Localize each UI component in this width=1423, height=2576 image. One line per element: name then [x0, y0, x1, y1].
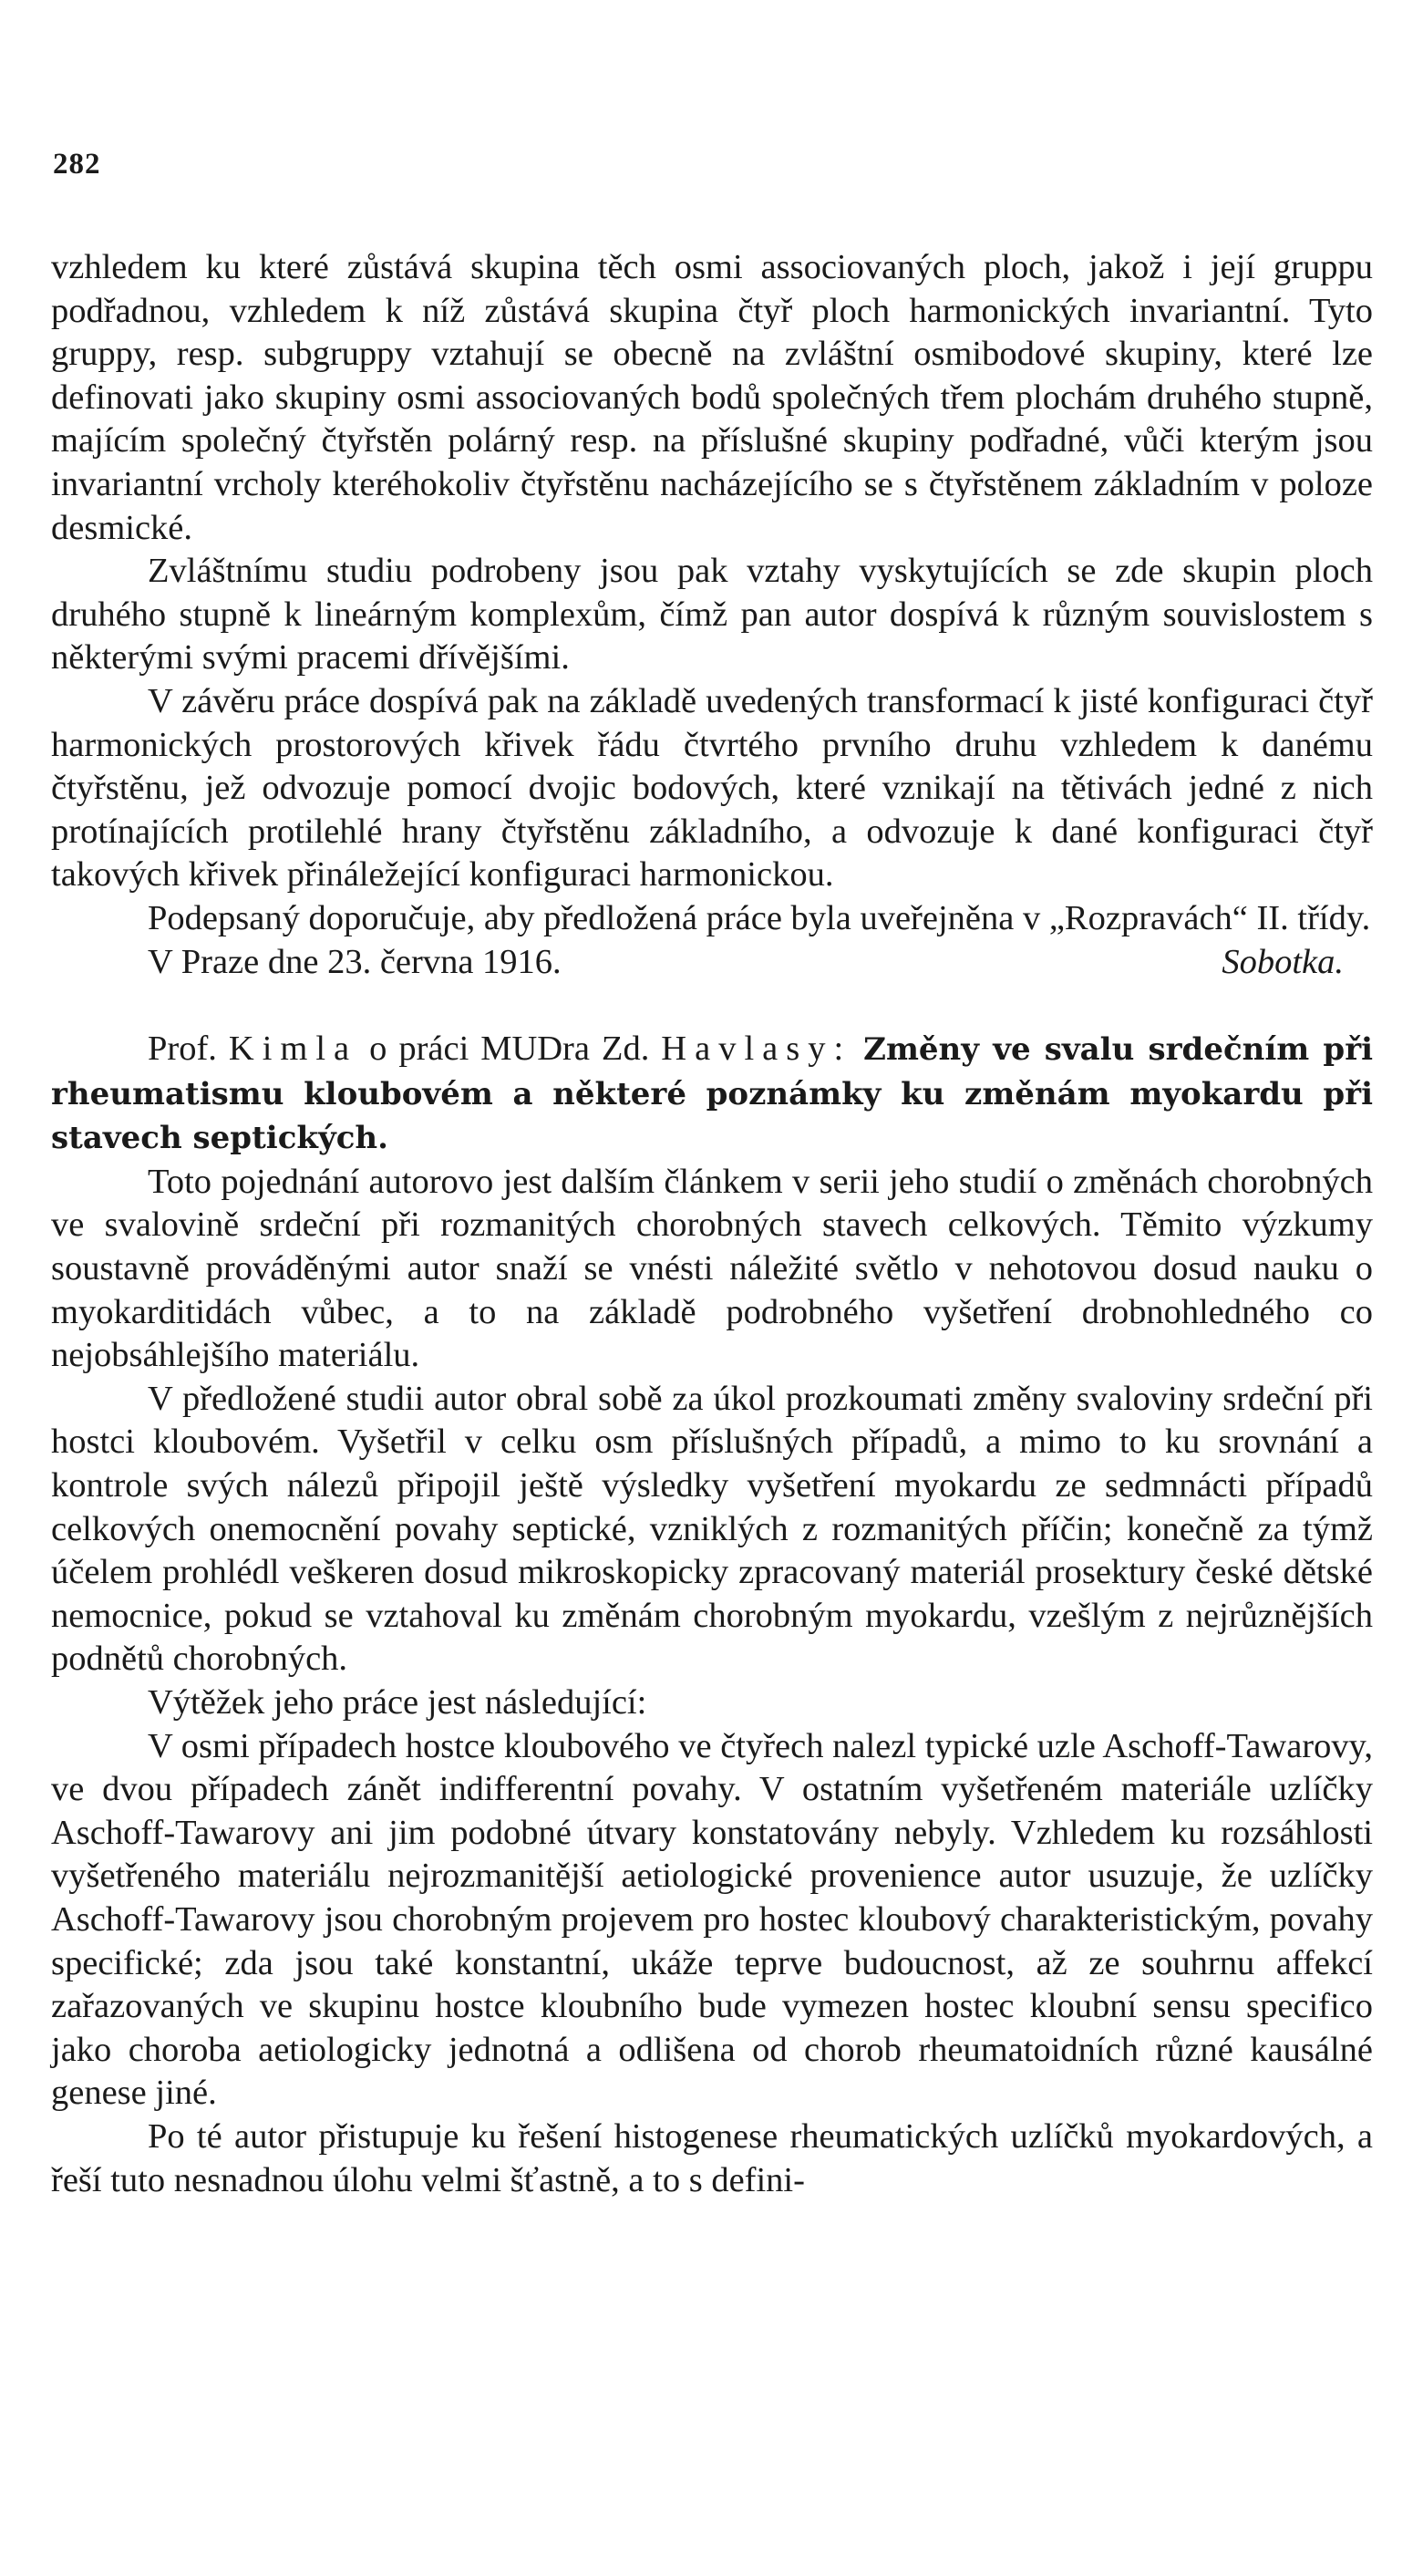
paragraph: Toto pojednání autorovo jest dalším článkem v serii jeho studií o změnách chorobných ve svalovině srdeční při rozmanitých chorobných stavech celkových. Těmito výzkumy soustavně prováděnými autor snaží se vnésti náležité světlo v nehotovou dosud nauku o myokarditidách vůbec, a to na základě podrobného vyšetření drobnohledného co nejobsáhlejšího materiálu.: [51, 1162, 1373, 1375]
paragraph: Výtěžek jeho práce jest následující:: [148, 1683, 647, 1722]
paragraph: Po té autor přistupuje ku řešení histogenese rheumatických uzlíčků myokardových, a řeší tuto nesnadnou úlohu velmi šťastně, a to s defini-: [51, 2116, 1373, 2199]
signature-line: [51, 941, 1373, 985]
report-title: Změny ve svalu srdečním při rheumatismu kloubovém a některé poznámky ku změnám myokardu při stavech septických.: [51, 1031, 1374, 1157]
report-subject: Havlasy:: [661, 1029, 852, 1069]
paragraph-continuation: vzhledem ku které zůstává skupina těch osmi associovaných ploch, jakož i její gruppu podřadnou, vzhledem k níž zůstává skupina čtyř ploch harmonických invariantní. Tyto gruppy, resp. subgruppy vztahují se obecně na zvláštní osmibodové skupiny, které lze definovati jako skupiny osmi associovaných bodů společných třem plochám druhého stupně, majícím společný čtyřstěn polárný resp. na příslušné skupiny podřadné, vůči kterým jsou invariantní vrcholy kteréhokoliv čtyřstěnu nacházejícího se s čtyřstěnem základním v poloze desmické.: [51, 248, 1373, 547]
paragraph: V předložené studii autor obral sobě za úkol prozkoumati změny svaloviny srdeční při hostci kloubovém. Vyšetřil v celku osm příslušných případů, a mimo to ku srovnání a kontrole svých nálezů připojil ještě výsledky vyšetření myokardu ze sedmnácti případů celkových onemocnění povahy septické, vzniklých z rozmanitých příčin; konečně za týmž účelem prohlédl veškeren dosud mikroskopicky zpracovaný materiál prosektury české dětské nemocnice, pokud se vztahoval ku změnám chorobným myokardu, vzešlým z nejrůznějších podnětů chorobných.: [51, 1379, 1373, 1679]
signature: Sobotka.: [1222, 942, 1344, 981]
recommendation-paragraph: Podepsaný doporučuje, aby předložená práce byla uveřejněna v „Rozpravách“ II. třídy.: [148, 898, 1371, 937]
paragraph: V osmi případech hostce kloubového ve čtyřech nalezl typické uzle Aschoff-Tawarovy, ve dvou případech zánět indifferentní povahy. V ostatním vyšetřeném materiále uzlíčky Aschoff-Tawarovy ani jim podobné útvary konstatovány nebyly. Vzhledem ku rozsáhlosti vyšetřeného materiálu nejrozmanitější aetiologické provenience autor usuzuje, že uzlíčky Aschoff-Tawarovy jsou chorobným projevem pro hostec kloubový charakteristickým, povahy specifické; zda jsou také konstantní, ukáže teprve budoucnost, až ze souhrnu affekcí zařazovaných ve skupinu hostce kloubního bude vymezen hostec kloubní sensu specifico jako choroba aetiologicky jednotná a odlišena od chorob rheumatoidních různé kausálné genese jiné.: [51, 1726, 1373, 2113]
paragraph: Zvláštnímu studiu podrobeny jsou pak vztahy vyskytujících se zde skupin ploch druhého stupně k lineárným komplexům, čímž pan autor dospívá k různým souvislostem s některými svými pracemi dřívějšími.: [51, 552, 1373, 678]
body-text: [51, 246, 1373, 2202]
report-middle: o práci MUDra Zd.: [369, 1029, 650, 1069]
report-heading: [51, 1028, 1373, 1161]
page-number: 282: [53, 148, 101, 181]
section-gap: [51, 984, 1373, 1028]
date-line: V Praze dne 23. června 1916.: [148, 942, 562, 981]
paragraph: V závěru práce dospívá pak na základě uvedených transformací k jisté konfiguraci čtyř harmonických prostorových křivek řádu čtvrtého prvního druhu vzhledem k danému čtyřstěnu, jež odvozuje pomocí dvojic bodových, které vznikají na tětivách jedné z nich protínajících protilehlé hrany čtyřstěnu základního, a odvozuje k dané konfiguraci čtyř takových křivek přináležející konfiguraci harmonickou.: [51, 681, 1373, 895]
report-author: Kimla: [228, 1029, 358, 1069]
report-prefix: Prof.: [148, 1029, 217, 1069]
